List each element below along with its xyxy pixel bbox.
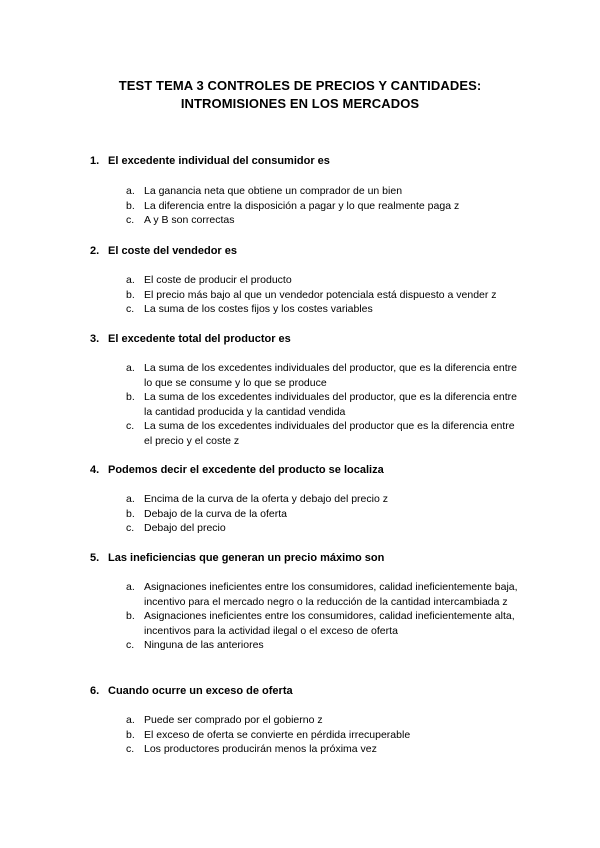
option-list [90,273,530,317]
question-number: 6. [90,685,100,697]
question-number: 3. [90,333,100,345]
option-letter: b. [126,199,135,212]
option-letter: c. [126,639,135,651]
option-c [90,302,530,317]
option-text: Debajo de la curva de la oferta [144,507,288,520]
question-number: 4. [90,464,100,476]
option-list [90,713,530,757]
option-text: Los productores producirán menos la próxima vez [144,743,377,755]
option-text: La suma de los excedentes individuales del productor, que es la diferencia entre lo que se consume y lo que se produce [144,362,517,389]
option-letter: c. [126,214,135,226]
option-letter: b. [126,288,135,301]
title-line-2: INTROMISIONES EN LOS MERCADOS [180,96,420,111]
option-c [90,213,530,228]
option-list [90,492,530,536]
option-letter: c. [126,303,135,315]
option-letter: a. [126,493,135,505]
option-b [90,609,530,638]
option-text: La suma de los costes fijos y los costes variables [144,303,373,315]
option-text: La suma de los excedentes individuales del productor que es la diferencia entre el precio y el coste z [144,420,515,447]
option-list [90,580,530,653]
option-a [90,580,530,609]
option-list [90,361,530,448]
option-letter: a. [126,362,135,374]
option-text: Puede ser comprado por el gobierno z [144,714,323,726]
option-a [90,184,530,199]
option-text: El exceso de oferta se convierte en pérdida irrecuperable [144,728,411,741]
question-number: 5. [90,552,100,564]
option-c [90,742,530,757]
option-letter: b. [126,391,135,403]
question-number: 1. [90,155,100,167]
question-text: El coste del vendedor es [108,245,237,257]
option-text: Asignaciones ineficientes entre los consumidores, calidad ineficientemente alta, incentivos para la actividad ilegal o el exceso de oferta [144,610,515,637]
option-letter: c. [126,743,135,755]
question-number: 2. [90,245,100,257]
option-text: Debajo del precio [144,522,226,534]
question-text: Cuando ocurre un exceso de oferta [108,685,293,697]
question-text: Podemos decir el excedente del producto se localiza [108,464,384,476]
option-text: A y B son correctas [144,214,235,226]
option-text: Encima de la curva de la oferta y debajo del precio z [144,493,388,505]
option-c [90,521,530,536]
option-a [90,713,530,728]
option-b [90,199,530,214]
page-title [0,77,600,113]
option-a [90,492,530,507]
option-letter: a. [126,185,135,197]
option-text: Asignaciones ineficientes entre los consumidores, calidad ineficientemente baja, incentivo para el mercado negro o la reducción de la cantidad intercambiada z [144,581,518,608]
option-b [90,507,530,522]
option-list [90,184,530,228]
option-letter: a. [126,714,135,726]
option-b [90,728,530,743]
option-text: La diferencia entre la disposición a pagar y lo que realmente paga z [144,199,460,212]
option-letter: c. [126,522,135,534]
option-letter: b. [126,610,135,622]
option-letter: a. [126,274,135,286]
option-text: La ganancia neta que obtiene un comprador de un bien [144,185,403,197]
question-text: Las ineficiencias que generan un precio máximo son [108,552,385,564]
option-b [90,288,530,303]
option-letter: b. [126,507,135,520]
option-a [90,361,530,390]
option-c [90,419,530,448]
option-text: El precio más bajo al que un vendedor potenciala está dispuesto a vender z [144,288,497,301]
option-letter: a. [126,581,135,593]
option-b [90,390,530,419]
option-letter: b. [126,728,135,741]
question-text: El excedente individual del consumidor es [108,155,330,167]
question-text: El excedente total del productor es [108,333,291,345]
option-text: El coste de producir el producto [144,274,292,286]
option-text: La suma de los excedentes individuales del productor, que es la diferencia entre la cantidad producida y la cantidad vendida [144,391,517,418]
option-a [90,273,530,288]
option-text: Ninguna de las anteriores [144,639,264,651]
option-letter: c. [126,420,135,432]
option-c [90,638,530,653]
title-line-1: TEST TEMA 3 CONTROLES DE PRECIOS Y CANTIDADES: [118,78,482,93]
